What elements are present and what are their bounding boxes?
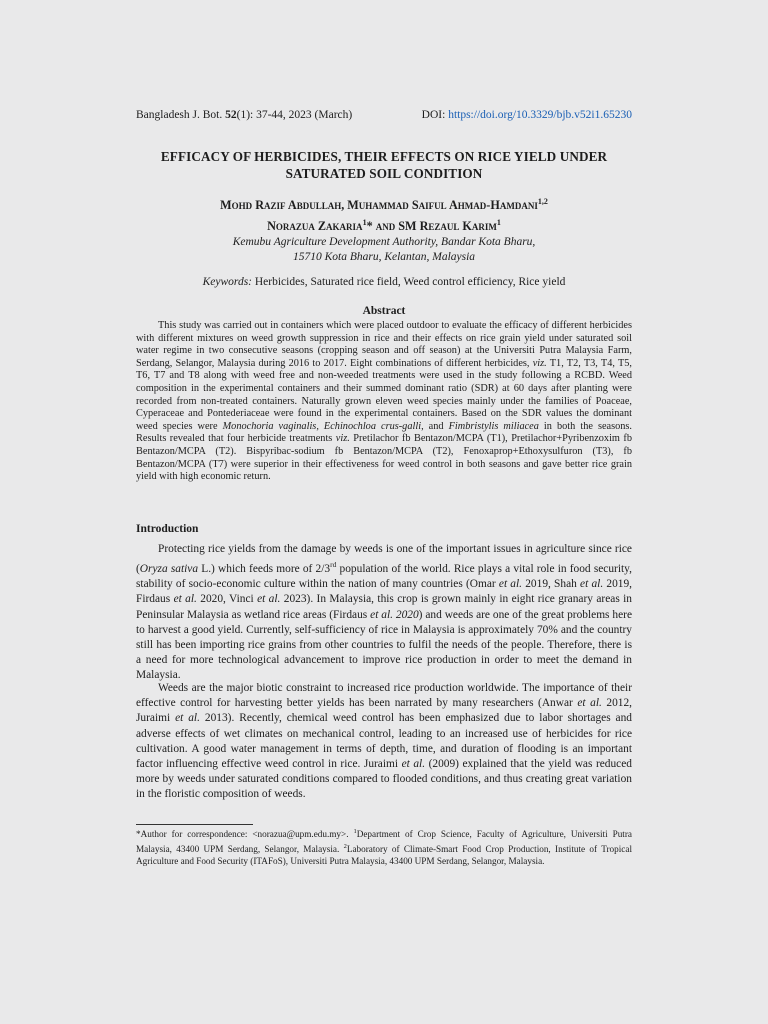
footnote: *Author for correspondence: <norazua@upm.edu.my>. $^1$Department of Crop Science, Faculty of Agriculture, Universiti Putra Malaysia, 43400 UPM Serdang, Selangor, Malaysia. $^2$Laboratory of Climate-Smart Food Crop Production, Institute of Tropical Agriculture and Food Security (ITAFoS), Universiti Putra Malaysia, 43400 UPM Serdang, Selangor, Malaysia. <box>136 828 632 867</box>
intro-paragraph-1: Protecting rice yields from the damage by weeds is one of the important issues in agriculture since rice (Oryza sativa L.) which feeds more of 2/3rd population of the world. Rice plays a vital role in food security, stability of socio-economic culture within the nation of many countries (Omar et al. 2019, Shah et al. 2019, Firdaus et al. 2020, Vinci et al. 2023). In Malaysia, this crop is grown mainly in eight rice granary areas in Peninsular Malaysia as wetland rice areas (Firdaus et al. 2020) and weeds are one of the great problems here to harvest a good yield. Currently, self-sufficiency of rice in Malaysia is approximately 70% and the country still has been importing rice grains from other countries to fulfil the needs of the people. Therefore, there is a need for more technological advancement to improve rice production in order to meet the demand in Malaysia. <box>136 543 633 682</box>
abstract-heading: Abstract <box>362 305 406 317</box>
affiliation: Kemubu Agriculture Development Authority, Bandar Kota Bharu, 15710 Kota Bharu, Kelantan, Malaysia <box>232 236 536 263</box>
author-list: Mohd Razif Abdullah, Muhammad Saiful Ahmad-Hamdani$^{1,2}$ Norazua Zakaria$^1$* and SM Rezaul Karim$^1$ <box>220 197 548 234</box>
running-header <box>136 109 632 121</box>
doi-link[interactable]: https://doi.org/10.3329/bjb.v52i1.65230 <box>448 109 632 121</box>
intro-paragraph-2: Weeds are the major biotic constraint to increased rice production worldwide. The importance of their effective control for harvesting better yields has been narrated by many researchers (Anwar et al. 2012, Juraimi et al. 2013). Recently, chemical weed control has been emphasized due to labor shortages and adverse effects of wet climates on mechanical control, leading to an increased use of herbicides for rice cultivation. A good water management in terms of depth, time, and duration of flooding is an important factor influencing effective weed control in rice. Juraimi et al. (2009) explained that the yield was reduced more by weeds under saturated conditions compared to flooded conditions, and thus creating great variation in the floristic composition of weeds. <box>136 682 633 801</box>
doi: DOI: https://doi.org/10.3329/bjb.v52i1.65230 <box>421 109 632 121</box>
keywords: Keywords: Herbicides, Saturated rice field, Weed control efficiency, Rice yield <box>202 276 566 288</box>
introduction-heading: Introduction <box>136 523 199 535</box>
journal-citation: Bangladesh J. Bot. 52(1): 37-44, 2023 (March) <box>136 109 353 121</box>
abstract-body: This study was carried out in containers which were placed outdoor to evaluate the efficacy of different herbicides with different mixtures on weed growth suppression in rice and their effects on rice grain yield under saturated soil water regime in two consecutive seasons (cropping season and off season) at the Universiti Putra Malaysia Farm, Serdang, Selangor, Malaysia during 2016 to 2017. Eight combinations of different herbicides, viz. T1, T2, T3, T4, T5, T6, T7 and T8 along with weed free and non-weeded treatments were used in the study following a RCBD. Weed composition in the experimental containers and their summed dominant ratio (SDR) at 60 days after planting were recorded from non-treated containers. Naturally grown eleven weed species mainly under the families of Poaceae, Cyperaceae and Pontederiaceae were found in the experimental containers. Based on the SDR values the dominant weed species were Monochoria vaginalis, Echinochloa crus-galli, and Fimbristylis miliacea in both the seasons. Results revealed that four herbicide treatments viz. Pretilachor fb Bentazon/MCPA (T1), Pretilachor+Pyribenzoxim fb Bentazon/MCPA (T2). Bispyribac-sodium fb Bentazon/MCPA (T2), Fenoxaprop+Ethoxysulfuron (T3), fb Bentazon/MCPA (T7) were superior in their effectiveness for weed control in both seasons and gave better rice grain yield with high economic return. <box>136 320 633 483</box>
footnote-divider <box>136 824 253 825</box>
paper-title: EFFICACY OF HERBICIDES, THEIR EFFECTS ON RICE YIELD UNDER SATURATED SOIL CONDITION <box>160 149 608 181</box>
